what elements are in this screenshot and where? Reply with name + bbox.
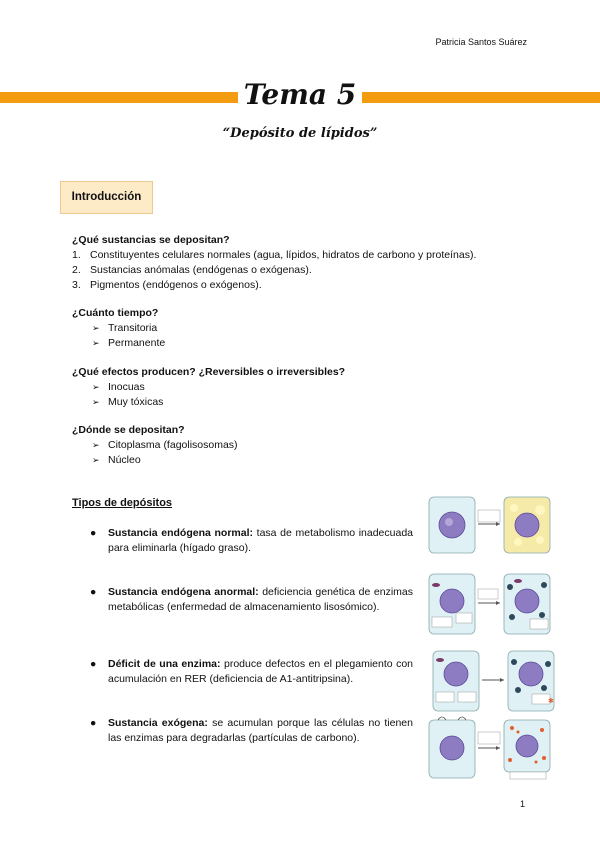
page-subtitle: “Depósito de lípidos” — [222, 126, 378, 141]
svg-text:✱: ✱ — [548, 697, 554, 705]
tipo-item: ● Sustancia exógena: se acumulan porque las células no tienen las enzimas para degradarlas (partículas de carbono). — [90, 717, 413, 744]
list-item: ➢ Transitoria — [92, 322, 158, 334]
section-efectos — [72, 365, 345, 410]
cell-illustration-rer — [432, 650, 556, 712]
tipo-item: ● Sustancia endógena anormal: deficiencia genética de enzimas metabólicas (enfermedad de almacenamiento lisosómico). — [90, 586, 413, 613]
list-item: 1. Constituyentes celulares normales (agua, lípidos, hidratos de carbono y proteínas). — [72, 249, 477, 261]
title-bar-left — [0, 92, 238, 103]
section-tiempo — [72, 306, 165, 351]
list-item: ➢ Núcleo — [92, 454, 141, 466]
list-item: 3. Pigmentos (endógenos o exógenos). — [72, 279, 262, 291]
title-band — [0, 78, 600, 111]
list-item: ➢ Permanente — [92, 337, 166, 349]
section-question: ¿Qué efectos producen? ¿Reversibles o irreversibles? — [72, 366, 346, 378]
section-question: ¿Qué sustancias se depositan? — [72, 234, 230, 246]
list-item: ➢ Citoplasma (fagolisosomas) — [92, 439, 238, 451]
author-name: Patricia Santos Suárez — [435, 37, 527, 47]
section-sustancias — [72, 233, 476, 293]
intro-heading: Introducción — [60, 181, 153, 214]
page-number: 1 — [520, 799, 526, 809]
cell-illustration-lysosomal — [428, 573, 552, 635]
tipo-item: ● Sustancia endógena normal: tasa de metabolismo inadecuada para eliminarla (hígado graso). — [90, 527, 413, 554]
cell-illustration-normal — [428, 496, 552, 554]
section-question: ¿Dónde se depositan? — [72, 424, 185, 436]
cell-illustration-carbon — [428, 714, 552, 780]
page-title: Tema 5 — [243, 78, 357, 111]
list-item: ➢ Inocuas — [92, 381, 145, 393]
list-item: 2. Sustancias anómalas (endógenas o exógenas). — [72, 264, 312, 276]
title-bar-right — [362, 92, 600, 103]
list-item: ➢ Muy tóxicas — [92, 396, 164, 408]
section-donde — [72, 423, 238, 468]
section-question: ¿Cuánto tiempo? — [72, 307, 159, 319]
tipo-item: ● Déficit de una enzima: produce defectos en el plegamiento con acumulación en RER (deficiencia de A1-antitripsina). — [90, 658, 413, 685]
tipos-heading: Tipos de depósitos — [72, 497, 173, 509]
